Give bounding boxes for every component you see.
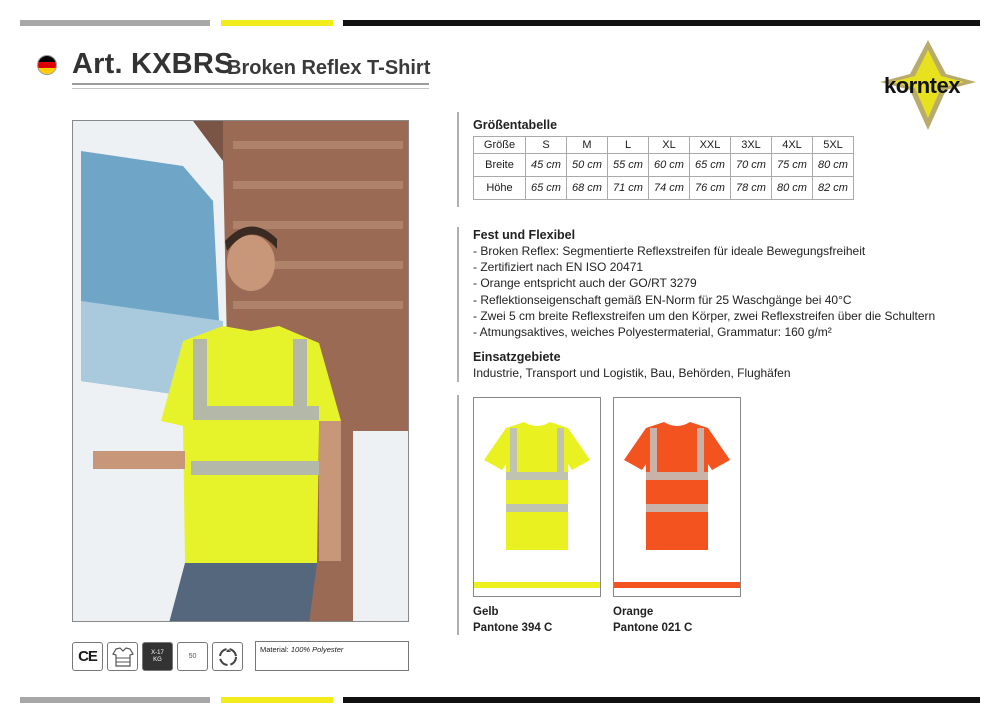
table-cell: 80 cm xyxy=(813,154,854,177)
wash-temp-label: 50 xyxy=(188,653,197,660)
variant-name: Gelb xyxy=(473,606,499,618)
size-header-cell: XXL xyxy=(690,137,731,154)
table-cell: 71 cm xyxy=(608,177,649,200)
variant-orange-image xyxy=(613,397,741,597)
size-table xyxy=(473,136,854,200)
table-cell: 60 cm xyxy=(649,154,690,177)
table-cell: 75 cm xyxy=(772,154,813,177)
title-divider-thin xyxy=(72,88,429,89)
uses-title: Einsatzgebiete xyxy=(473,350,561,364)
bottom-yellow-bar xyxy=(221,697,333,703)
weight-label: X-17 KG xyxy=(151,649,164,663)
list-item: - Orange entspricht auch der GO/RT 3279 xyxy=(473,276,697,291)
yellow-shirt-icon xyxy=(474,398,600,578)
table-cell: 78 cm xyxy=(731,177,772,200)
variant-orange-label xyxy=(613,604,692,636)
ce-mark-text: CE xyxy=(78,648,97,665)
table-cell: 65 cm xyxy=(690,154,731,177)
list-item: - Atmungsaktives, weiches Polyestermaterial, Grammatur: 160 g/m² xyxy=(473,325,832,340)
list-item: - Reflektionseigenschaft gemäß EN-Norm für 25 Waschgänge bei 40°C xyxy=(473,292,852,307)
table-cell: 45 cm xyxy=(526,154,567,177)
top-black-bar xyxy=(343,20,980,26)
yellow-color-bar xyxy=(474,582,600,588)
list-item: - Zertifiziert nach EN ISO 20471 xyxy=(473,260,644,275)
table-cell: 55 cm xyxy=(608,154,649,177)
size-header-cell: S xyxy=(526,137,567,154)
size-header-cell: M xyxy=(567,137,608,154)
variant-pantone: Pantone 394 C xyxy=(473,622,553,634)
features-list xyxy=(473,243,935,340)
hivis-garment-icon xyxy=(107,642,138,671)
recycle-icon xyxy=(212,642,243,671)
title-divider xyxy=(72,83,429,85)
divider-vertical-table xyxy=(457,112,459,207)
material-box xyxy=(255,641,409,671)
size-header-cell: XL xyxy=(649,137,690,154)
orange-shirt-icon xyxy=(614,398,740,578)
material-label: Material: xyxy=(260,645,289,654)
product-photo xyxy=(72,120,409,622)
table-cell: 74 cm xyxy=(649,177,690,200)
variant-yellow-image xyxy=(473,397,601,597)
table-cell: 68 cm xyxy=(567,177,608,200)
variant-yellow-label xyxy=(473,604,552,636)
variant-pantone: Pantone 021 C xyxy=(613,622,693,634)
germany-flag-icon xyxy=(37,55,57,75)
bottom-black-bar xyxy=(343,697,980,703)
uses-text: Industrie, Transport und Logistik, Bau, Behörden, Flughäfen xyxy=(473,366,791,380)
brand-wordmark: korntex xyxy=(884,73,960,98)
size-header-cell: L xyxy=(608,137,649,154)
variant-name: Orange xyxy=(613,606,654,618)
ce-mark-icon xyxy=(72,642,103,671)
list-item: - Broken Reflex: Segmentierte Reflexstreifen für ideale Bewegungsfreiheit xyxy=(473,244,866,258)
size-table-header-row xyxy=(474,137,854,154)
size-header-cell: 3XL xyxy=(731,137,772,154)
row-label: Höhe xyxy=(474,177,526,200)
table-cell: 76 cm xyxy=(690,177,731,200)
orange-color-bar xyxy=(614,582,740,588)
product-name: Broken Reflex T-Shirt xyxy=(227,57,431,79)
row-label: Breite xyxy=(474,154,526,177)
divider-vertical-variants xyxy=(457,395,459,635)
material-value: 100% Polyester xyxy=(290,645,344,654)
table-cell: 70 cm xyxy=(731,154,772,177)
bottom-gray-bar xyxy=(20,697,210,703)
weight-icon xyxy=(142,642,173,671)
table-cell: 50 cm xyxy=(567,154,608,177)
wash-temperature-icon xyxy=(177,642,208,671)
divider-vertical-features xyxy=(457,227,459,382)
size-header-cell: Größe xyxy=(474,137,526,154)
top-gray-bar xyxy=(20,20,210,26)
table-cell: 65 cm xyxy=(526,177,567,200)
table-cell: 80 cm xyxy=(772,177,813,200)
table-cell: 82 cm xyxy=(813,177,854,200)
top-yellow-bar xyxy=(221,20,333,26)
size-header-cell: 4XL xyxy=(772,137,813,154)
table-row xyxy=(474,154,854,177)
list-item: - Zwei 5 cm breite Reflexstreifen um den Körper, zwei Reflexstreifen über die Schultern xyxy=(473,308,936,323)
table-row xyxy=(474,177,854,200)
size-table-title: Größentabelle xyxy=(473,118,558,132)
features-title: Fest und Flexibel xyxy=(473,228,576,242)
article-number: Art. KXBRS xyxy=(72,48,234,80)
size-header-cell: 5XL xyxy=(813,137,854,154)
